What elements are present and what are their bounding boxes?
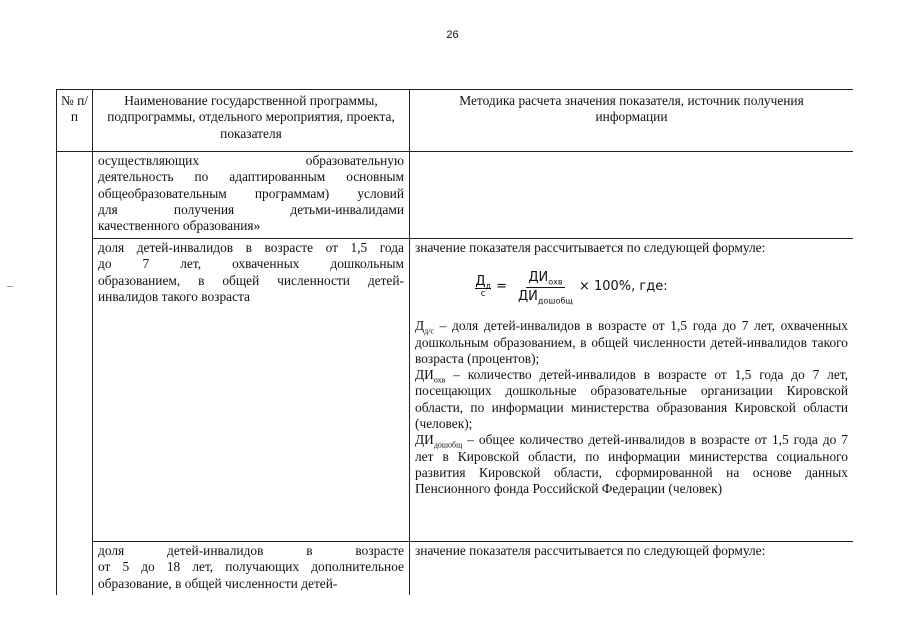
definition: $ДИ_{охв}$ – количество детей-инвалидов в возрасте от 1,5 года до 7 лет, посещающих дошкольные образовательные организации Кировской области, по информации министерства образования Кировской области (человек); xyxy=(415,367,848,432)
name-line: доля детей-инвалидов в возрасте xyxy=(98,543,404,558)
name-line: образование, в общей численности детей- xyxy=(98,575,338,591)
name-line: инвалидов такого возраста xyxy=(98,288,251,304)
name-line: осуществляющих образовательную xyxy=(98,153,404,168)
name-line: доля детей-инвалидов в возрасте от 1,5 года xyxy=(98,240,404,255)
formula-lhs: $Д_д$ с xyxy=(475,273,492,299)
name-line: качественного образования» xyxy=(98,218,261,234)
name-line: деятельность по адаптированным основным xyxy=(98,169,404,185)
formula-equals: = xyxy=(496,279,507,295)
row-name-cell xyxy=(93,152,410,239)
definition: $Д_{д/с}$ – доля детей-инвалидов в возрасте от 1,5 года до 7 лет, охваченных дошкольным образованием, в общей численности детей-инвалидов такого возраста (процентов); xyxy=(415,318,848,366)
header-method: Методика расчета значения показателя, источник получения информации xyxy=(410,90,854,152)
row-name-cell xyxy=(93,542,410,596)
row-number-cell xyxy=(57,152,93,596)
row-name-cell xyxy=(93,239,410,542)
name-line: для получения детьми-инвалидами xyxy=(98,201,404,217)
table-row xyxy=(57,152,854,239)
method-intro: значение показателя рассчитывается по следующей формуле: xyxy=(415,240,766,255)
formula-tail: × 100%, где: xyxy=(578,279,668,295)
table-row xyxy=(57,542,854,596)
name-line: до 7 лет, охваченных дошкольным xyxy=(98,256,404,272)
page-number: 26 xyxy=(446,29,459,41)
row-method-cell xyxy=(410,152,854,239)
table-row xyxy=(57,239,854,542)
row-method-cell xyxy=(410,239,854,542)
header-number: № п/п xyxy=(57,90,93,152)
indicator-table xyxy=(56,89,853,595)
table-header-row xyxy=(57,90,854,152)
definition: $ДИ_{дошобщ}$ – общее количество детей-инвалидов в возрасте от 1,5 года до 7 лет в Кировской области, по информации министерства социального развития Кировской области, сформированной на основе данных Пенсионного фонда Российской Федерации (человек) xyxy=(415,432,848,497)
name-line: общеобразовательным программам) условий xyxy=(98,185,404,201)
document-table-frame xyxy=(56,89,853,595)
header-name: Наименование государственной программы, подпрограммы, отдельного мероприятия, проекта, показателя xyxy=(93,90,410,152)
method-intro: значение показателя рассчитывается по следующей формуле: xyxy=(415,543,766,558)
formula-fraction: $\frac{ДИ_{охв}}{ДИ_{дошобщ}}$ xyxy=(517,269,573,306)
row-method-cell xyxy=(410,542,854,596)
formula xyxy=(415,256,728,318)
name-line: от 5 до 18 лет, получающих дополнительное xyxy=(98,559,404,575)
scan-mark xyxy=(7,286,13,287)
name-line: образованием, в общей численности детей- xyxy=(98,272,404,288)
